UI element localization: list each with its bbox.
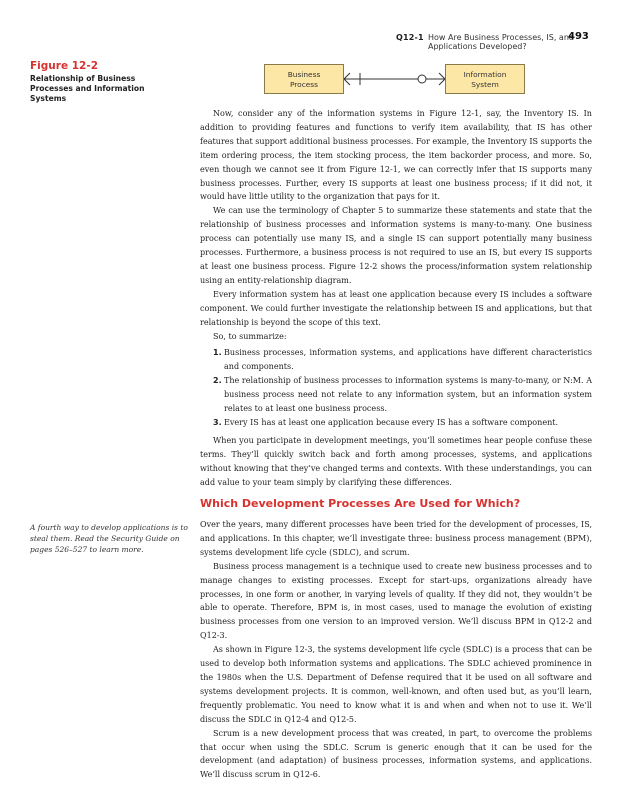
- paragraph: Over the years, many different processes have been tried for the development of processes, IS, and applications. In this chapter, we’ll investigate three: business process management (BPM), systems development life cycle (SDLC), and scrum.: [200, 520, 592, 557]
- entity-label-line: Business: [287, 70, 321, 79]
- list-number: 2.: [213, 376, 222, 386]
- list-number: 3.: [213, 417, 222, 427]
- optional-circle-right: [418, 75, 426, 83]
- entity-information-system: [445, 64, 525, 94]
- entity-business-process: [264, 64, 344, 94]
- paragraph: Scrum is a new development process that was created, in part, to overcome the problems that occur when using the SDLC. Scrum is generic enough that it can be used for the development (and adaptation) of business processes, information systems, and applications. We’ll discuss scrum in Q12-6.: [200, 728, 592, 780]
- er-diagram: [264, 60, 532, 100]
- entity-label-line: System: [471, 80, 499, 89]
- relationship-connector: [344, 60, 445, 100]
- section-heading: Which Development Processes Are Used for Which?: [200, 497, 521, 510]
- list-item: [200, 374, 592, 416]
- paragraph: We can use the terminology of Chapter 5 to summarize these statements and state that the relationship of business processes and information systems is many-to-many. One business process can potentially use many IS, and a single IS can support potentially many business processes. Furthermore, a business process is not required to use an IS, but every IS supports at least one business process. Figure 12-2 shows the process/information system relationship using an entity-relationship diagram.: [200, 206, 592, 285]
- margin-note: A fourth way to develop applications is to steal them. Read the Security Guide on pages 526–527 to learn more.: [30, 523, 188, 554]
- crowfoot-left-upper: [344, 73, 350, 79]
- entity-label-line: Process: [289, 80, 319, 89]
- paragraph: So, to summarize:: [213, 331, 287, 341]
- paragraph: As shown in Figure 12-3, the systems development life cycle (SDLC) is a process that can be used to develop both information systems and applications. The SDLC achieved prominence in the 1980s when the U.S. Department of Defense required that it be used on all software and systems development projects. It is common, well-known, and often used but, as you’ll learn, frequently problematic. You need to know what it is and when and when not to use it. We’ll discuss the SDLC in Q12-4 and Q12-5.: [200, 645, 592, 724]
- list-item: [200, 416, 592, 430]
- crowfoot-left-lower: [344, 79, 350, 85]
- list-text: The relationship of business processes to information systems is many-to-many, or N:M. A business process need not relate to any information system, but an information system relates to at least one business process.: [224, 376, 592, 414]
- paragraph: Every information system has at least one application because every IS includes a software component. We could further investigate the relationship between IS and applications, but that relationship is beyond the scope of this text.: [200, 289, 592, 327]
- paragraph: Now, consider any of the information systems in Figure 12-1, say, the Inventory IS. In addition to providing features and functions to verify item availability, that IS has other features that support additional business processes. For example, the Inventory IS supports the item ordering process, the item stocking process, the item backorder process, and more. So, even though we cannot see it from Figure 12-1, we can correctly infer that IS supports many business processes. Further, every IS supports at least one business process; if it did not, it would have little utility to the organization that pays for it.: [200, 109, 592, 202]
- summary-list: [200, 346, 592, 429]
- running-header: [0, 31, 625, 51]
- list-text: Business processes, information systems, and applications have different characteristics and components.: [224, 348, 592, 372]
- header-section-number: Q12-1: [396, 33, 424, 42]
- body-text-bottom: [200, 518, 592, 782]
- figure-caption: [30, 60, 190, 104]
- figure-description: Relationship of Business Processes and Information Systems: [30, 74, 145, 103]
- figure-label: Figure 12-2: [30, 60, 98, 72]
- list-item: [200, 346, 592, 374]
- list-number: 1.: [213, 348, 222, 358]
- entity-label-line: Information: [463, 70, 507, 79]
- paragraph: Business process management is a technique used to create new business processes and to manage changes to existing processes. Except for start-ups, organizations already have processes, in one form or another, in varying levels of quality. If they did not, they wouldn’t be able to operate. Therefore, BPM is, in most cases, used to manage the evolution of existing business processes from one version to an improved version. We’ll discuss BPM in Q12-2 and Q12-3.: [200, 561, 592, 641]
- paragraph: When you participate in development meetings, you’ll sometimes hear people confuse these terms. They’ll quickly switch back and forth among processes, systems, and applications without knowing that they’ve changed terms and contexts. With these understandings, you can add value to your team simply by clarifying these differences.: [200, 435, 592, 487]
- header-title: How Are Business Processes, IS, and Applications Developed?: [428, 33, 574, 51]
- list-text: Every IS has at least one application because every IS has a software component.: [224, 417, 559, 427]
- page-number: 493: [568, 31, 589, 42]
- body-text-top: [200, 107, 592, 489]
